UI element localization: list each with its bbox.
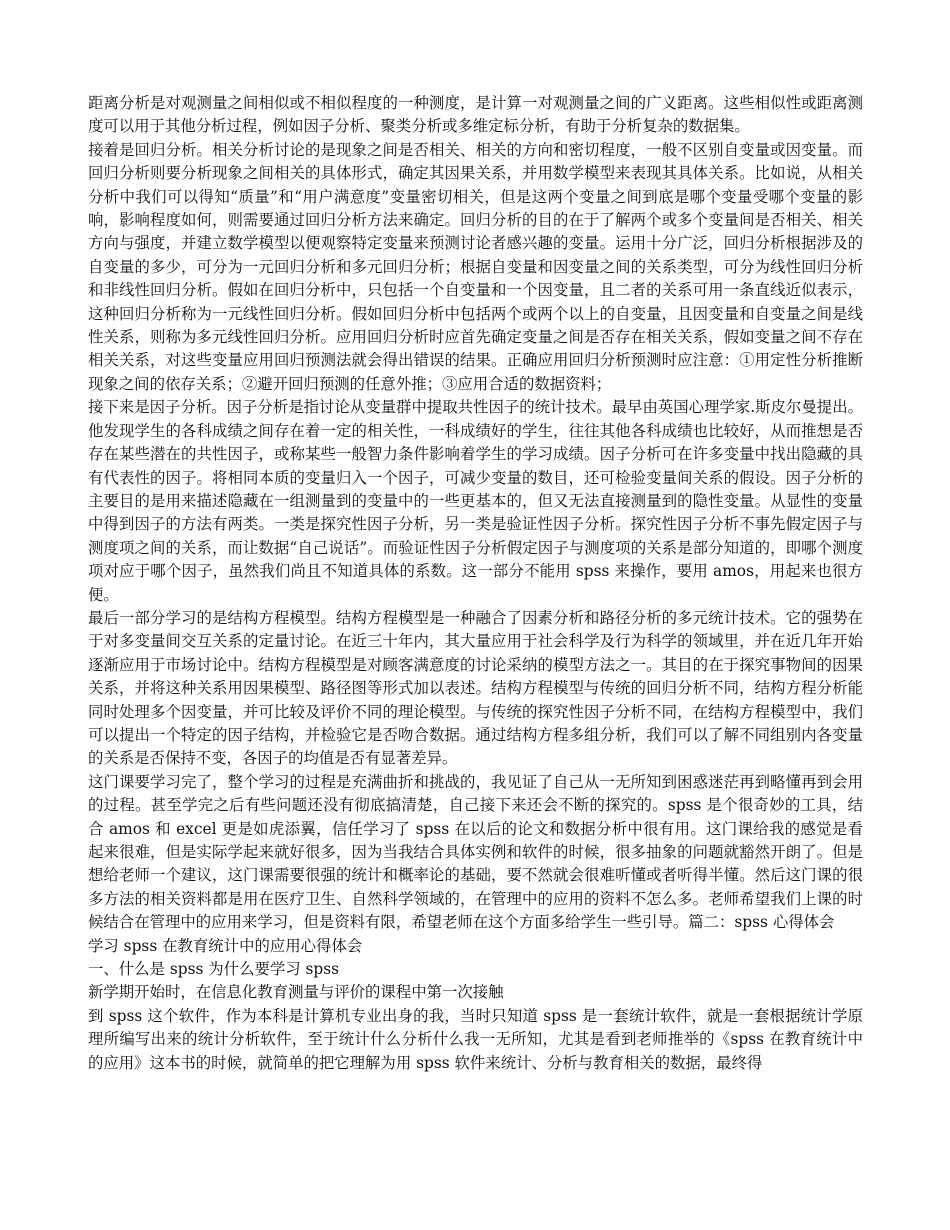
document-body bbox=[88, 92, 863, 1075]
section-title: 学习 spss 在教育统计中的应用心得体会 bbox=[88, 936, 363, 955]
paragraph-regression-analysis: 接着是回归分析。相关分析讨论的是现象之间是否相关、相关的方向和密切程度，一般不区别自变量或因变量。而回归分析则要分析现象之间相关的具体形式，确定其因果关系，并用数学模型来表现其具体关系。比如说，从相关分析中我们可以得知“质量”和“用户满意度”变量密切相关，但是这两个变量之间到底是哪个变量受哪个变量的影响，影响程度如何，则需要通过回归分析方法来确定。回归分析的目的在于了解两个或多个变量间是否相关、相关方向与强度，并建立数学模型以便观察特定变量来预测讨论者感兴趣的变量。运用十分广泛，回归分析根据涉及的自变量的多少，可分为一元回归分析和多元回归分析；根据自变量和因变量之间的关系类型，可分为线性回归分析和非线性回归分析。假如在回归分析中，只包括一个自变量和一个因变量，且二者的关系可用一条直线近似表示，这种回归分析称为一元线性回归分析。假如回归分析中包括两个或两个以上的自变量，且因变量和自变量之间是线性关系，则称为多元线性回归分析。应用回归分析时应首先确定变量之间是否存在相关关系，假如变量之间不存在相关关系，对这些变量应用回归预测法就会得出错误的结果。正确应用回归分析预测时应注意：①用定性分析推断现象之间的依存关系；②避开回归预测的任意外推；③应用合适的数据资料； bbox=[88, 140, 863, 393]
section-heading-1: 一、什么是 spss 为什么要学习 spss bbox=[88, 960, 340, 979]
paragraph-intro-body: 到 spss 这个软件，作为本科是计算机专业出身的我，当时只知道 spss 是一套统计软件，就是一套根据统计学原理所编写出来的统计分析软件，至于统计什么分析什么我一无所知，尤其是看到老师推举的《spss 在教育统计中的应用》这本书的时候，就简单的把它理解为用 spss 软件来统计、分析与教育相关的数据，最终得 bbox=[88, 1006, 863, 1072]
paragraph-distance-analysis: 距离分析是对观测量之间相似或不相似程度的一种测度，是计算一对观测量之间的广义距离。这些相似性或距离测度可以用于其他分析过程，例如因子分析、聚类分析或多维定标分析，有助于分析复杂的数据集。 bbox=[88, 94, 863, 136]
paragraph-structural-equation: 最后一部分学习的是结构方程模型。结构方程模型是一种融合了因素分析和路径分析的多元统计技术。它的强势在于对多变量间交互关系的定量讨论。在近三十年内，其大量应用于社会科学及行为科学的领域里，并在近几年开始逐渐应用于市场讨论中。结构方程模型是对顾客满意度的讨论采纳的模型方法之一。其目的在于探究事物间的因果关系，并将这种关系用因果模型、路径图等形式加以表述。结构方程模型与传统的回归分析不同，结构方程分析能同时处理多个因变量，并可比较及评价不同的理论模型。与传统的探究性因子分析不同，在结构方程模型中，我们可以提出一个特定的因子结构，并检验它是否吻合数据。通过结构方程多组分析，我们可以了解不同组别内各变量的关系是否保持不变，各因子的均值是否有显著差异。 bbox=[88, 608, 863, 768]
paragraph-factor-analysis: 接下来是因子分析。因子分析是指讨论从变量群中提取共性因子的统计技术。最早由英国心理学家.斯皮尔曼提出。他发现学生的各科成绩之间存在着一定的相关性，一科成绩好的学生，往往其他各科成绩也比较好，从而推想是否存在某些潜在的共性因子，或称某些一般智力条件影响着学生的学习成绩。因子分析可在许多变量中找出隐藏的具有代表性的因子。将相同本质的变量归入一个因子，可减少变量的数目，还可检验变量间关系的假设。因子分析的主要目的是用来描述隐藏在一组测量到的变量中的一些更基本的，但又无法直接测量到的隐性变量。从显性的变量中得到因子的方法有两类。一类是探究性因子分析，另一类是验证性因子分析。探究性因子分析不事先假定因子与测度项之间的关系，而让数据“自己说话”。而验证性因子分析假定因子与测度项的关系是部分知道的，即哪个测度项对应于哪个因子，虽然我们尚且不知道具体的系数。这一部分不能用 spss 来操作，要用 amos，用起来也很方便。 bbox=[88, 398, 863, 604]
paragraph-intro-line: 新学期开始时，在信息化教育测量与评价的课程中第一次接触 bbox=[88, 983, 504, 1002]
paragraph-course-reflection: 这门课要学习完了，整个学习的过程是充满曲折和挑战的，我见证了自己从一无所知到困惑迷茫再到略懂再到会用的过程。甚至学完之后有些问题还没有彻底搞清楚，自己接下来还会不断的探究的。spss 是个很奇妙的工具，结合 amos 和 excel 更是如虎添翼，信任学习了 spss 在以后的论文和数据分析中很有用。这门课给我的感觉是看起来很难，但是实际学起来就好很多，因为当我结合具体实例和软件的时候，很多抽象的问题就豁然开朗了。但是想给老师一个建议，这门课需要很强的统计和概率论的基础，要不然就会很难听懂或者听得半懂。然后这门课的很多方法的相关资料都是用在医疗卫生、自然科学领域的，在管理中的应用的资料不怎么多。老师希望我们上课的时候结合在管理中的应用来学习，但是资料有限，希望老师在这个方面多给学生一些引导。篇二：spss 心得体会 bbox=[88, 772, 863, 932]
